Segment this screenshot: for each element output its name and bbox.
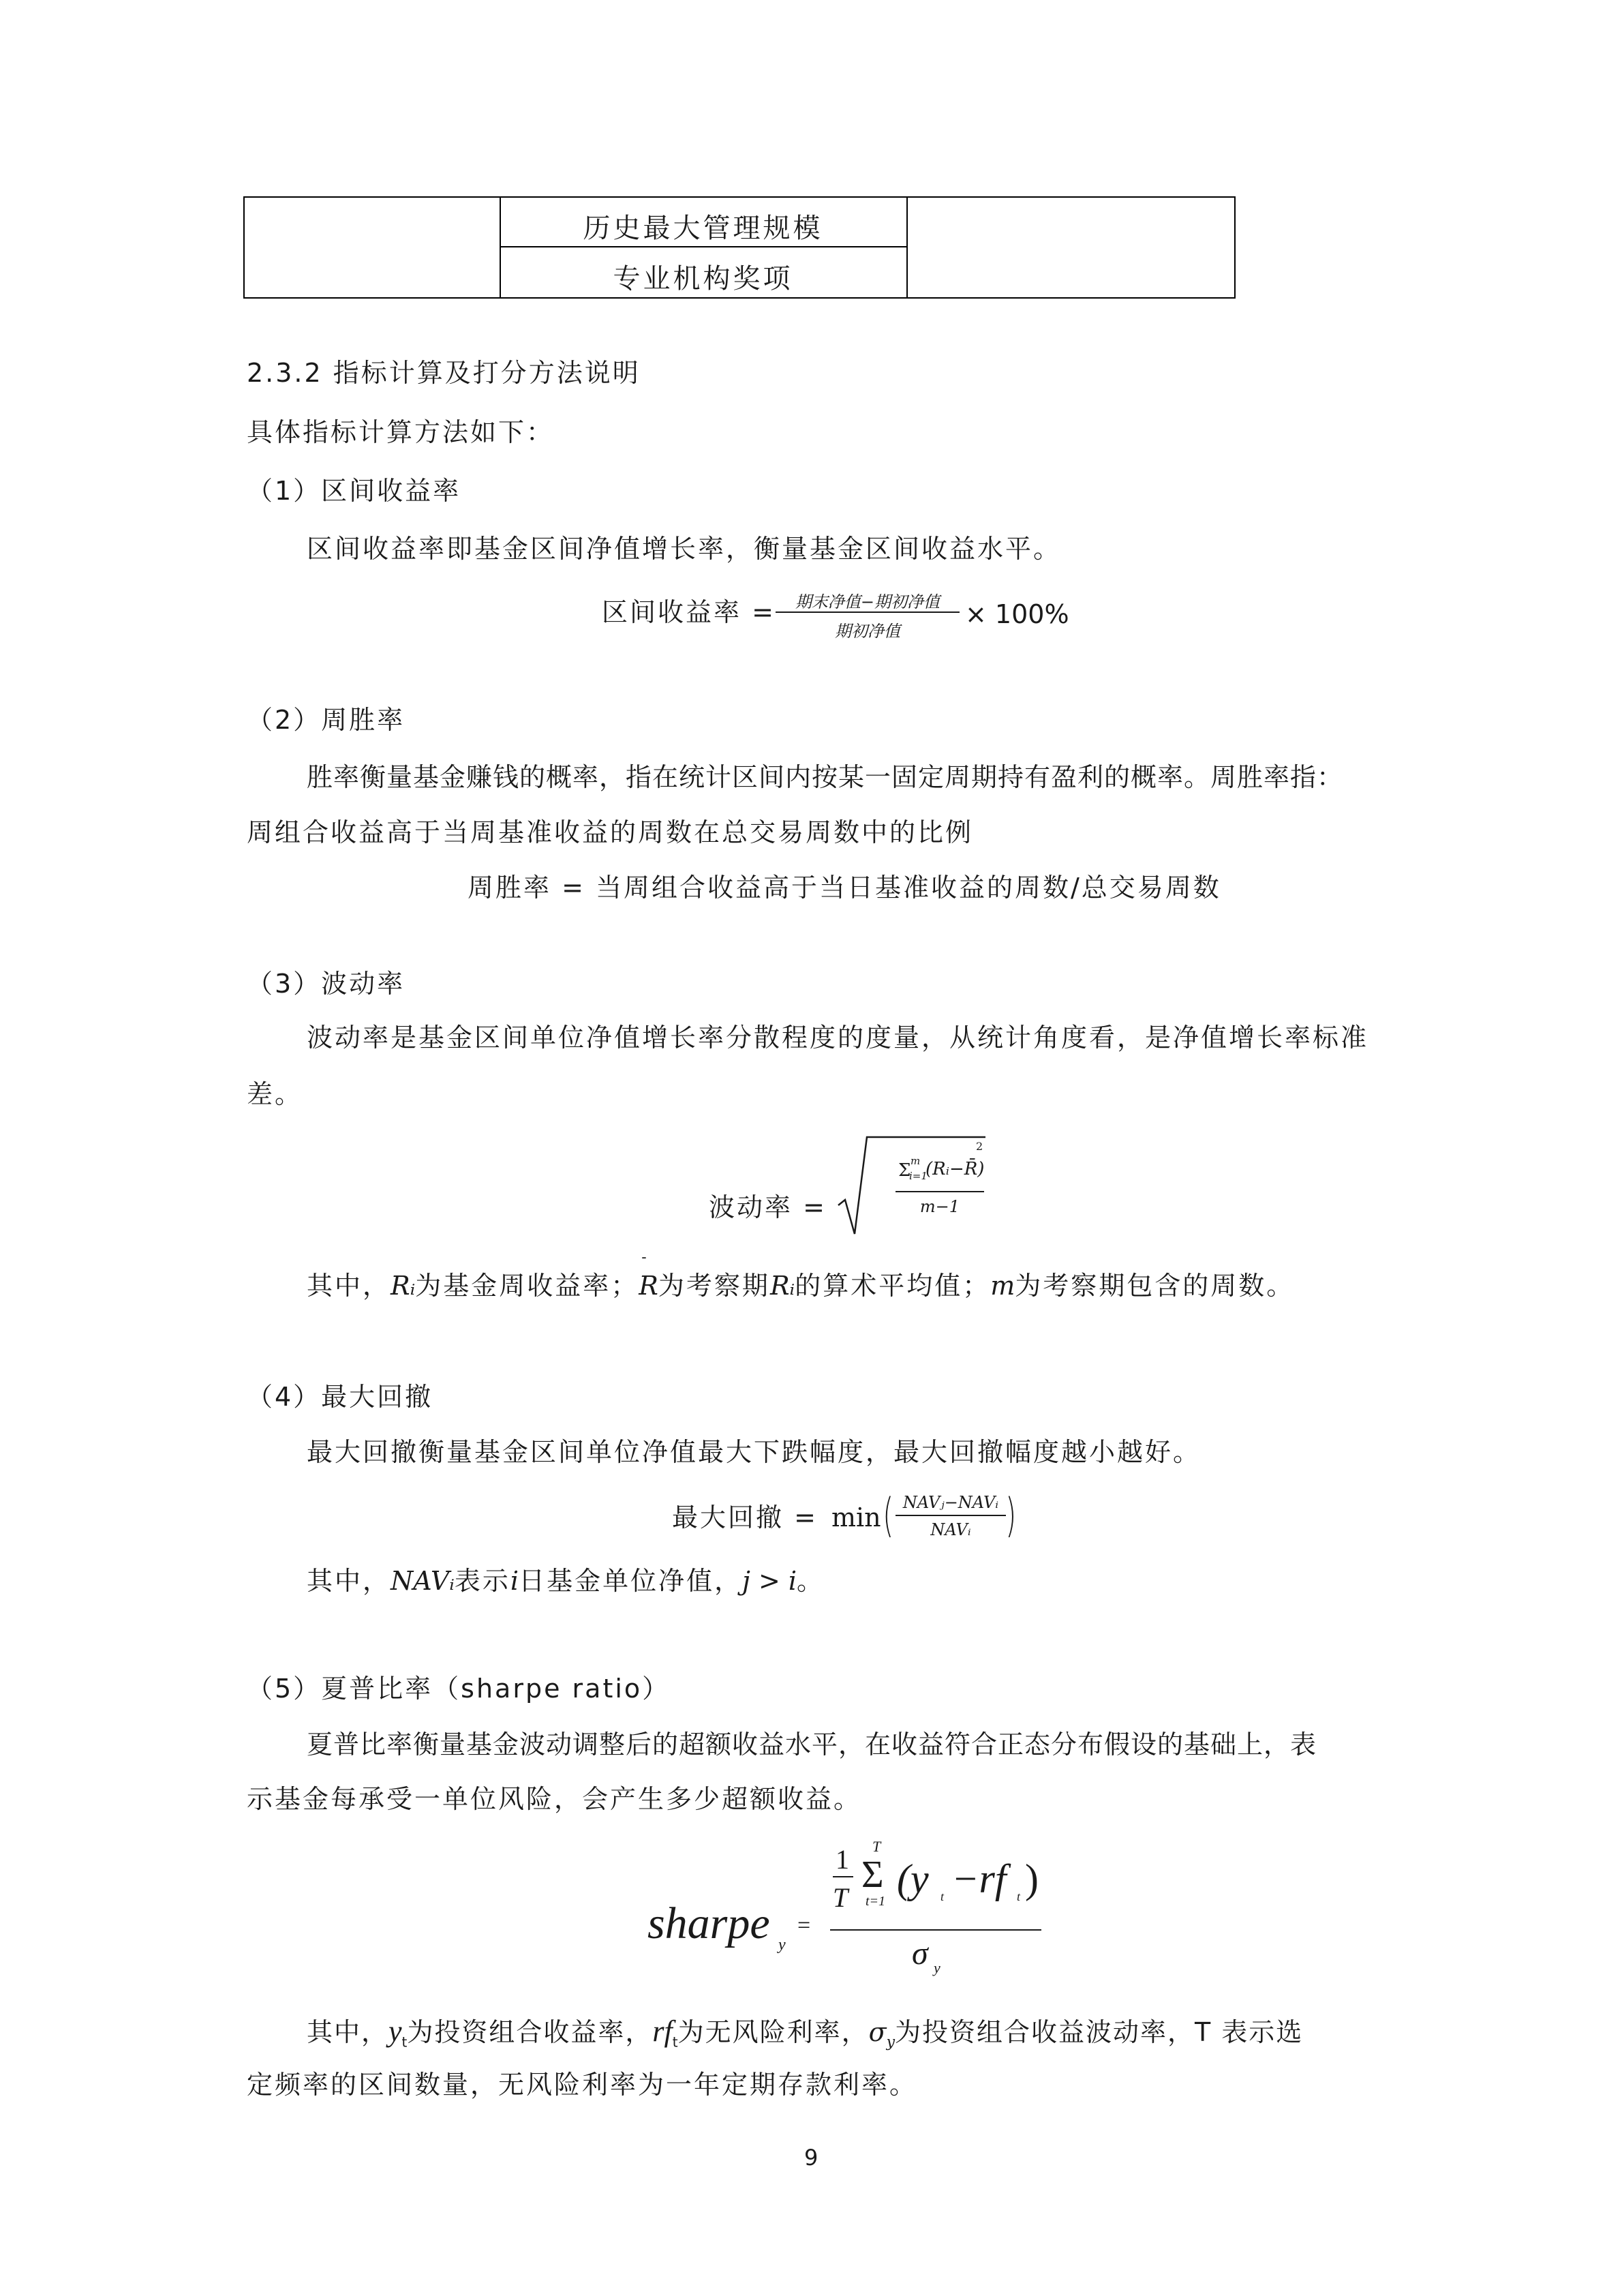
item5-note-mid3: 为投资组合收益波动率，T 表示选	[895, 2017, 1304, 2047]
item3-title: （3）波动率	[247, 969, 406, 999]
item3-note-mid2: 为考察期	[658, 1271, 770, 1301]
scoring-table-fragment	[243, 196, 1236, 299]
item5-formula-denominator-sub: y	[934, 1959, 940, 1976]
item4-note-mid1: 表示	[454, 1566, 510, 1596]
item5-note-mid1: 为投资组合收益率，	[407, 2017, 653, 2047]
item1-fraction-bar	[776, 611, 960, 613]
item4-description: 最大回撤衡量基金区间单位净值最大下跌幅度，最大回撤幅度越小越好。	[307, 1437, 1202, 1467]
item3-sum-lower: i=1	[909, 1170, 928, 1182]
item4-note-cond: j > i	[742, 1566, 797, 1596]
item5-note-sigma: σ	[868, 2017, 887, 2047]
item4-note	[307, 1568, 825, 1594]
item3-numerator-exponent: 2	[976, 1140, 983, 1153]
item4-formula-numerator: NAVⱼ−NAVᵢ	[902, 1493, 999, 1512]
item4-formula-denominator: NAVᵢ	[930, 1520, 971, 1539]
item5-note-y: y	[388, 2014, 402, 2048]
item5-small-fraction-bar	[833, 1876, 853, 1877]
item2-formula: 周胜率 = 当周组合收益高于当日基准收益的周数/总交易周数	[468, 873, 1221, 903]
item1-formula-lhs: 区间收益率 =	[602, 597, 776, 627]
item3-fraction-bar	[896, 1191, 984, 1192]
item4-paren-left: (	[883, 1489, 894, 1543]
item5-sum-upper: T	[872, 1838, 881, 1855]
item4-paren-right: )	[1005, 1489, 1017, 1543]
item5-note-sigma-sub: y	[886, 2034, 896, 2051]
item5-formula-T: T	[833, 1882, 848, 1913]
item3-sum-upper: m	[911, 1155, 921, 1167]
table-column-divider	[906, 196, 908, 299]
item3-note-rbar-letter: R	[639, 1271, 658, 1301]
section-heading: 2.3.2 指标计算及打分方法说明	[247, 358, 641, 388]
page-number: 9	[804, 2145, 818, 2171]
square-root-sign	[837, 1132, 987, 1241]
item4-note-nav: NAVᵢ	[391, 1566, 455, 1596]
item4-note-end: 。	[797, 1566, 825, 1596]
item4-formula-min: min	[831, 1502, 881, 1532]
item5-numerator-sub2: t	[1017, 1890, 1021, 1903]
item1-formula-denominator: 期初净值	[835, 622, 900, 641]
item3-note-rbar	[639, 1249, 658, 1301]
item5-fraction-bar	[830, 1929, 1041, 1931]
table-row-divider	[500, 246, 906, 247]
item3-note-ri: Rᵢ	[391, 1271, 416, 1301]
item4-fraction-bar	[896, 1515, 1006, 1516]
item5-formula-lhs-sub: y	[778, 1936, 786, 1954]
item5-note-rf-sub: t	[672, 2034, 678, 2051]
item5-note-rf: rf	[652, 2014, 673, 2048]
table-cell-max-aum: 历史最大管理规模	[583, 213, 823, 244]
table-cell-awards: 专业机构奖项	[613, 263, 793, 294]
item5-note-prefix: 其中，	[307, 2017, 389, 2047]
item3-note-mid1: 为基金周收益率；	[415, 1271, 639, 1301]
item3-formula-denominator: m−1	[919, 1197, 960, 1216]
section-intro: 具体指标计算方法如下：	[247, 417, 555, 447]
item3-description-line1: 波动率是基金区间单位净值增长率分散程度的度量，从统计角度看，是净值增长率标准	[307, 1023, 1369, 1053]
item5-formula-one: 1	[836, 1844, 849, 1875]
item3-note-end: 为考察期包含的周数。	[1015, 1271, 1295, 1301]
item3-note	[307, 1249, 1295, 1301]
item3-note-rbar-mark: -	[641, 1249, 647, 1266]
item2-description-line2: 周组合收益高于当周基准收益的周数在总交易周数中的比例	[247, 817, 974, 847]
item4-title: （4）最大回撤	[247, 1382, 433, 1412]
item5-note-mid2: 为无风险利率，	[677, 2017, 869, 2047]
item5-formula-eq: =	[797, 1913, 811, 1938]
item2-title: （2）周胜率	[247, 705, 406, 735]
item5-sum-sign: Σ	[861, 1854, 884, 1896]
item5-note-line1	[307, 2016, 1303, 2051]
item5-title: （5）夏普比率（sharpe ratio）	[247, 1674, 671, 1704]
item1-description: 区间收益率即基金区间净值增长率，衡量基金区间收益水平。	[307, 534, 1062, 564]
item1-formula-tail: × 100%	[965, 599, 1069, 629]
item5-description-line2: 示基金每承受一单位风险，会产生多少超额收益。	[247, 1784, 862, 1814]
item3-formula-lhs: 波动率 =	[709, 1192, 827, 1222]
item5-numerator-mid: −rf	[951, 1856, 1007, 1901]
item5-numerator-sub1: t	[940, 1890, 945, 1903]
item5-note-y-sub: t	[401, 2034, 408, 2051]
item4-note-mid2: 日基金单位净值，	[519, 1566, 743, 1596]
item1-title: （1）区间收益率	[247, 476, 461, 506]
item4-note-prefix: 其中，	[307, 1566, 391, 1596]
item4-note-i: i	[510, 1566, 519, 1596]
item3-note-prefix: 其中，	[307, 1271, 391, 1301]
item3-description-line2: 差。	[247, 1079, 303, 1109]
item3-note-ri2: Rᵢ	[769, 1271, 795, 1301]
item4-formula-lhs: 最大回撤 =	[672, 1502, 818, 1532]
item3-numerator-body: (Rᵢ−R̄)	[925, 1159, 985, 1179]
item5-numerator-close: )	[1025, 1856, 1039, 1901]
item3-note-m: m	[990, 1271, 1015, 1301]
item5-numerator-open: (y	[897, 1856, 929, 1901]
item1-formula-numerator: 期末净值−期初净值	[795, 592, 940, 611]
item5-formula-denominator: σ	[912, 1935, 928, 1972]
item3-note-mid3: 的算术平均值；	[795, 1271, 991, 1301]
item5-note-line2: 定频率的区间数量，无风险利率为一年定期存款利率。	[247, 2070, 918, 2100]
item5-sum-lower: t=1	[866, 1894, 886, 1909]
item2-description-line1: 胜率衡量基金赚钱的概率，指在统计区间内按某一固定周期持有盈利的概率。周胜率指：	[307, 762, 1344, 792]
item3-sum-sign: Σ	[898, 1160, 911, 1181]
item5-description-line1: 夏普比率衡量基金波动调整后的超额收益水平，在收益符合正态分布假设的基础上，表	[307, 1729, 1317, 1759]
item5-formula-lhs: sharpe	[647, 1899, 770, 1948]
